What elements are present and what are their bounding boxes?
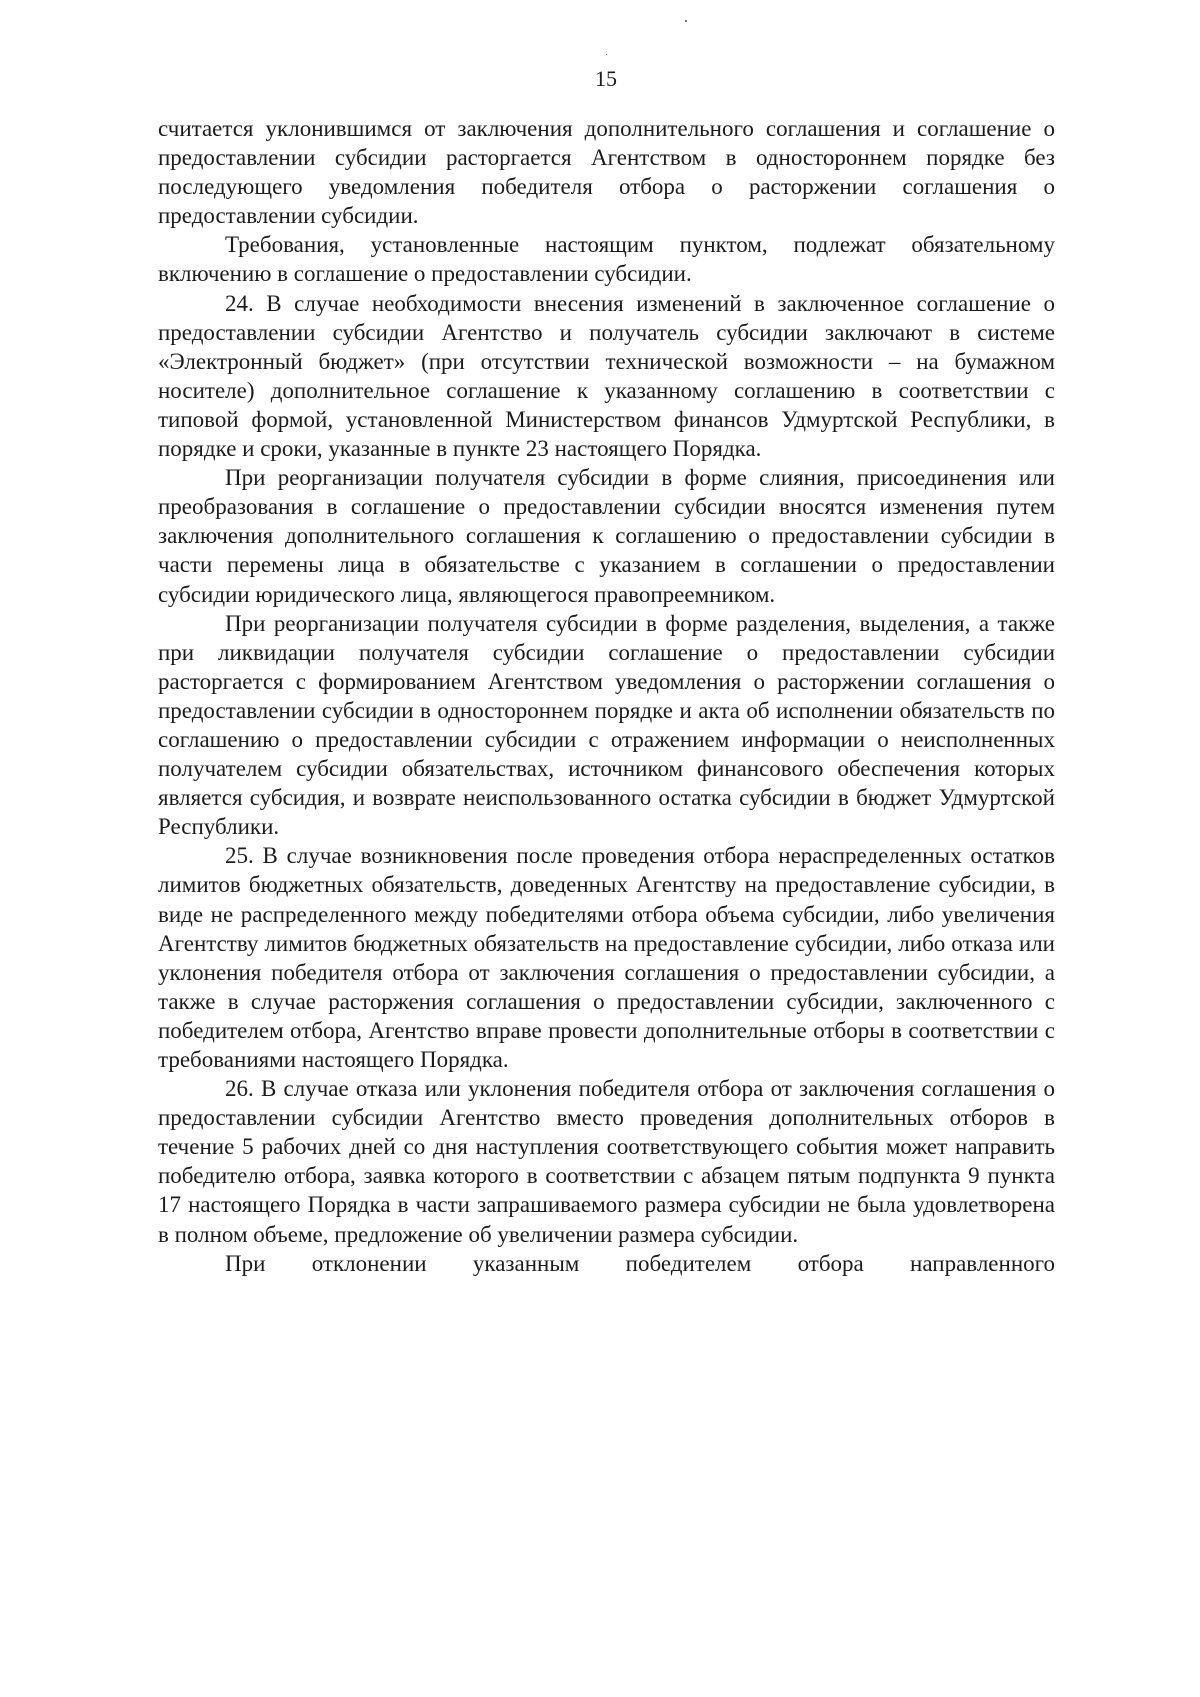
scan-speck [685, 20, 687, 22]
paragraph-item-25: 25. В случае возникновения после проведения отбора нераспределенных остатков лимитов бюджетных обязательств, доведенных Агентству на предоставление субсидии, в виде не распределенного между победителями отбора объема субсидии, либо увеличения Агентству лимитов бюджетных обязательств на предоставление субсидии, либо отказа или уклонения победителя отбора от заключения соглашения о предоставлении субсидии, а также в случае расторжения соглашения о предоставлении субсидии, заключенного с победителем отбора, Агентство вправе провести дополнительные отборы в соответствии с требованиями настоящего Порядка. [158, 843, 1055, 1072]
paragraph-continuation: При отклонении указанным победителем отбора направленного [225, 1250, 1055, 1276]
paragraph-1: считается уклонившимся от заключения дополнительного соглашения и соглашение о предоставлении субсидии расторгается Агентством в одностороннем порядке без последующего уведомления победителя отбора о расторжении соглашения о предоставлении субсидии. [158, 116, 1055, 229]
paragraph-reorganization-division: При реорганизации получателя субсидии в форме разделения, выделения, а также при ликвидации получателя субсидии соглашение о предоставлении субсидии расторгается с формированием Агентством уведомления о расторжении соглашения о предоставлении субсидии в одностороннем порядке и акта об исполнении обязательств по соглашению о предоставлении субсидии с отражением информации о неисполненных получателем субсидии обязательствах, источником финансового обеспечения которых является субсидия, и возврате неиспользованного остатка субсидии в бюджет Удмуртской Республики. [158, 610, 1055, 840]
paragraph-item-24: 24. В случае необходимости внесения изменений в заключенное соглашение о предоставлении субсидии Агентство и получатель субсидии заключают в системе «Электронный бюджет» (при отсутствии технической возможности – на бумажном носителе) дополнительное соглашение к указанному соглашению в соответствии с типовой формой, установленной Министерством финансов Удмуртской Республики, в порядке и сроки, указанные в пункте 23 настоящего Порядка. [158, 290, 1055, 462]
page-number: 15 [595, 66, 617, 91]
paragraph-reorganization-merger: При реорганизации получателя субсидии в форме слияния, присоединения или преобразования в соглашение о предоставлении субсидии вносятся изменения путем заключения дополнительного соглашения к соглашению о предоставлении субсидии в части перемены лица в обязательстве с указанием в соглашении о предоставлении субсидии юридического лица, являющегося правопреемником. [158, 465, 1055, 607]
document-body [158, 114, 1055, 1278]
scan-speck [606, 54, 607, 55]
paragraph-item-26: 26. В случае отказа или уклонения победителя отбора от заключения соглашения о предоставлении субсидии Агентство вместо проведения дополнительных отборов в течение 5 рабочих дней со дня наступления соответствующего события может направить победителю отбора, заявка которого в соответствии с абзацем пятым подпункта 9 пункта 17 настоящего Порядка в части запрашиваемого размера субсидии не была удовлетворена в полном объеме, предложение об увеличении размера субсидии. [158, 1076, 1055, 1247]
paragraph-2: Требования, установленные настоящим пунктом, подлежат обязательному включению в соглашение о предоставлении субсидии. [158, 232, 1055, 287]
